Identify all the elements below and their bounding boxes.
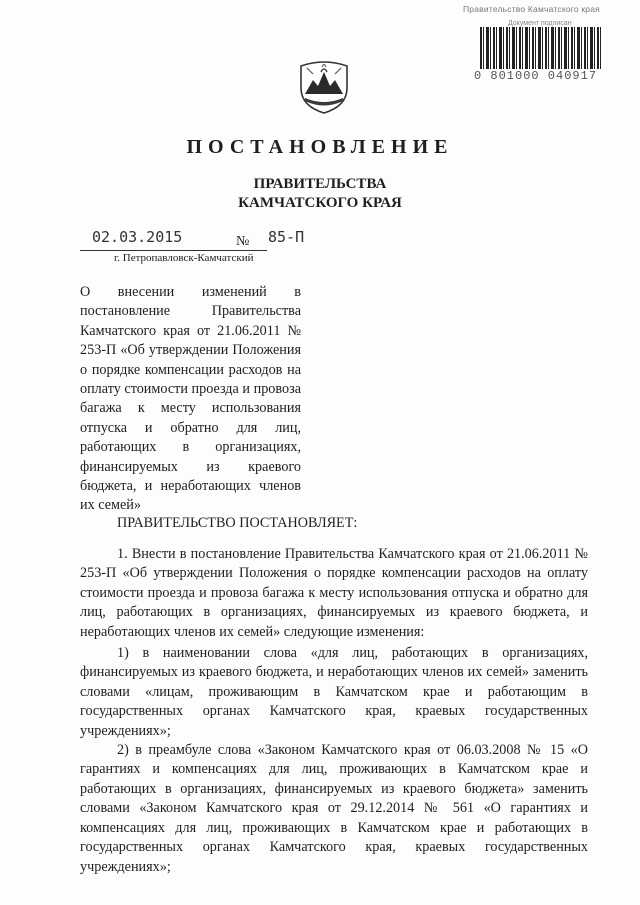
date-underline — [80, 250, 267, 251]
document-title: ПОСТАНОВЛЕНИЕ — [186, 136, 454, 158]
issuing-body — [0, 175, 640, 213]
document-date: 02.03.2015 — [92, 228, 183, 246]
barcode-caption: Документ подписан — [508, 20, 572, 27]
issuing-body-line1: ПРАВИТЕЛЬСТВА — [253, 176, 387, 192]
city-label: г. Петропавловск-Камчатский — [114, 252, 254, 264]
barcode-icon — [480, 27, 602, 69]
kamchatka-emblem-icon — [293, 54, 355, 116]
barcode-number: 0 801000 040917 — [474, 69, 598, 83]
number-sign: № — [236, 234, 250, 249]
decree-heading: ПРАВИТЕЛЬСТВО ПОСТАНОВЛЯЕТ: — [117, 515, 358, 531]
signature-stamp: Правительство Камчатского края — [463, 4, 600, 14]
document-body — [80, 545, 588, 877]
body-item-2: 2) в преамбуле слова «Законом Камчатского края от 06.03.2008 № 15 «О гарантиях и компенсациях для лиц, проживающих в Камчатском крае и работающих в организациях, финансируемых из краевого бюджета» заменить словами «Законом Камчатского края от 29.12.2014 № 561 «О гарантиях и компенсациях для лиц, проживающих в Камчатском крае и работающих в государственных органах Камчатского края, краевых государственных учреждениях»; — [80, 742, 588, 875]
barcode-block — [474, 20, 608, 83]
issuing-body-line2: КАМЧАТСКОГО КРАЯ — [238, 195, 402, 211]
document-number: 85-П — [268, 228, 305, 246]
body-paragraph-1: 1. Внести в постановление Правительства Камчатского края от 21.06.2011 № 253-П «Об утверждении Положения о порядке компенсации расходов на оплату стоимости проезда и провоза багажа к месту использования отпуска и обратно для лиц, работающих в организациях, финансируемых из краевого бюджета, и неработающих членов их семей» следующие изменения: — [80, 546, 588, 640]
body-item-1: 1) в наименовании слова «для лиц, работающих в организациях, финансируемых из краевого бюджета, и неработающих членов их семей» заменить словами «лицам, проживающим в Камчатском крае и работающим в государственных органах Камчатского края, краевых государственных учреждениях»; — [80, 645, 588, 739]
document-subject: О внесении изменений в постановление Правительства Камчатского края от 21.06.2011 № 253-П «Об утверждении Положения о порядке компенсации расходов на оплату стоимости проезда и провоза багажа к месту использования отпуска и обратно для лиц, работающих в организациях, финансируемых из краевого бюджета, и неработающих членов их семей» — [80, 284, 301, 514]
